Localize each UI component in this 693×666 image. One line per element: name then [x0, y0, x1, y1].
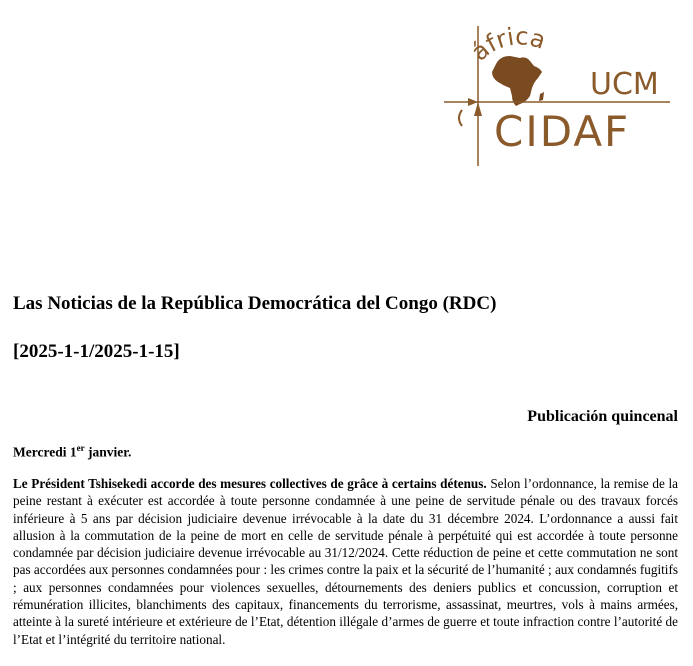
- document-title: Las Noticias de la República Democrática del Congo (RDC): [13, 293, 497, 314]
- publication-frequency: Publicación quincenal: [527, 408, 678, 425]
- logo-arrow-left: [468, 98, 478, 106]
- logo-arrow-down: [474, 102, 482, 116]
- entry-date-sup: er: [76, 443, 85, 453]
- logo-arc-text: áfrica: [465, 22, 550, 67]
- africa-map-icon: [492, 56, 542, 106]
- news-article: [13, 475, 678, 648]
- article-headline: Le Président Tshisekedi accorde des mesures collectives de grâce à certains détenus.: [13, 476, 487, 491]
- entry-date: [13, 443, 131, 461]
- logo-ucm-text: UCM: [590, 67, 659, 102]
- logo-swirl: [459, 110, 462, 126]
- entry-date-suffix: janvier.: [84, 444, 132, 460]
- entry-date-prefix: Mercredi 1: [13, 444, 77, 460]
- logo-cidaf-text: CIDAF: [494, 107, 631, 156]
- logo-graphic: [438, 6, 674, 172]
- madagascar-shape: [539, 92, 544, 101]
- ucm-cidaf-logo: [438, 6, 674, 172]
- document-period: [2025-1-1/2025-1-15]: [13, 341, 180, 362]
- article-body: Selon l’ordonnance, la remise de la peine restant à exécuter est accordée à toute personne condamnée à une peine de servitude pénale ou des travaux forcés inférieure à 5 ans par décision judiciaire devenue irrévocable à la date du 31 décembre 2024. L’ordonnance a aussi fait allusion à la commutation de la peine de mort en celle de servitude pénale à perpétuité qui est accordée à toute personne condamnée par décision judiciaire devenue irrévocable au 31/12/2024. Cette réduction de peine et cette commutation ne sont pas accordées aux personnes condamnées pour : les crimes contre la paix et la sécurité de l’humanité ; aux condamnés fugitifs ; aux personnes condamnées pour violences sexuelles, détournements des deniers publics et concussion, corruption et rémunération illicites, blanchiments des capitaux, financements du terrorisme, assassinat, meurtres, vols à mains armées, atteinte à la sureté intérieure et extérieure de l’Etat, détention illégale d’armes de guerre et toute infraction contre l’autorité de l’Etat et l’intégrité du territoire national.: [13, 476, 678, 647]
